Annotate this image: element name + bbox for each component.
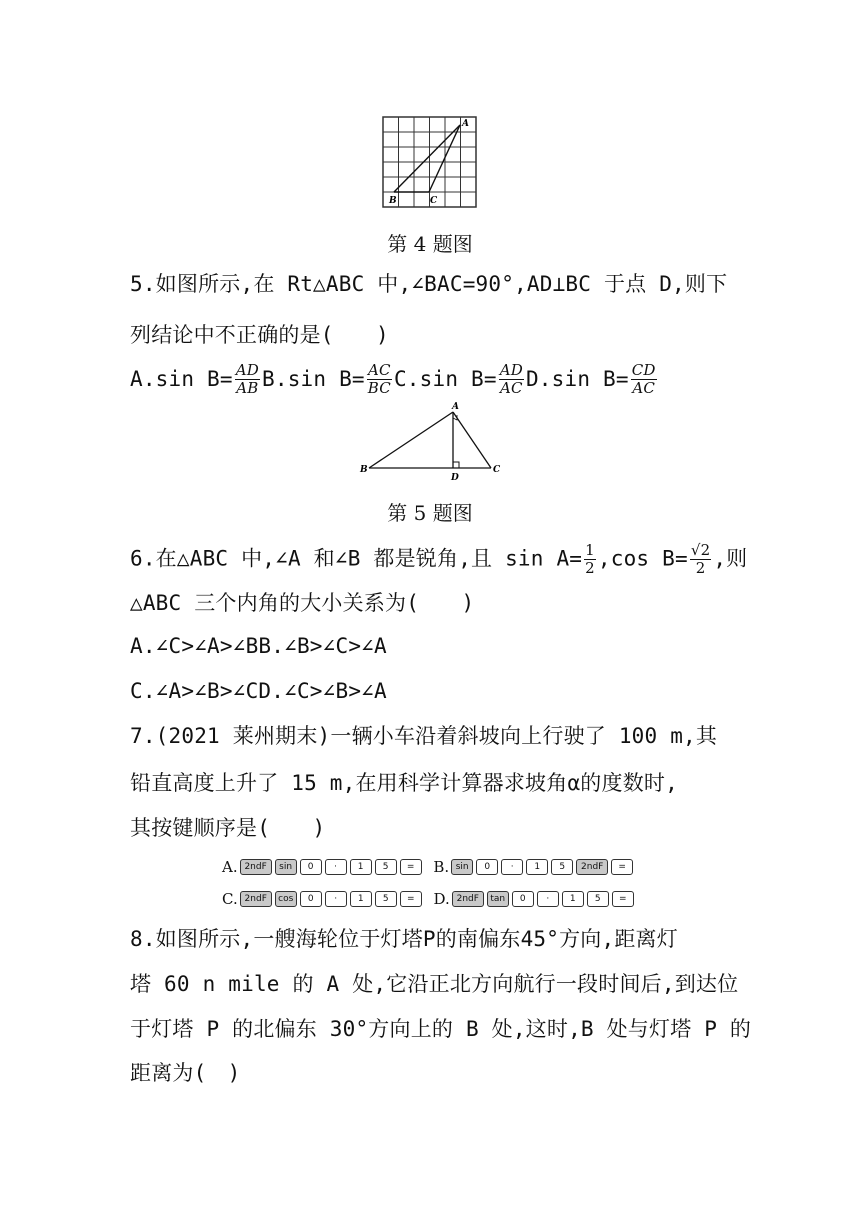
q5-line1: 5.如图所示,在 Rt△ABC 中,∠BAC=90°,AD⊥BC 于点 D,则下 <box>130 272 728 296</box>
key-0: 0 <box>476 859 498 875</box>
segment-ac <box>453 412 491 468</box>
key-equals: = <box>400 891 422 907</box>
label-a: A <box>462 119 469 129</box>
label-c: C <box>493 465 501 475</box>
figure-5-triangle <box>355 400 505 482</box>
label-c: C <box>430 196 438 206</box>
key-dot: · <box>325 891 347 907</box>
q5-option-a: A.sin B= $\frac{AD}{AB}$ <box>130 361 260 397</box>
q5-option-d: D.sin B= $\frac{CD}{AC}$ <box>525 361 656 397</box>
key-5: 5 <box>375 891 397 907</box>
key-0: 0 <box>300 859 322 875</box>
figure-5-caption: 第 5 题图 <box>387 501 473 525</box>
q7-line3: 其按键顺序是( ) <box>130 816 326 840</box>
key-equals: = <box>400 859 422 875</box>
q8-line2: 塔 60 n mile 的 A 处,它沿正北方向航行一段时间后,到达位 <box>130 972 739 996</box>
right-angle-mark-d <box>453 462 459 468</box>
key-2ndf: 2ndF <box>452 891 484 907</box>
key-tan: tan <box>487 891 509 907</box>
q7-option-c-keys: C. 2ndF cos 0 · 1 5 = <box>218 889 430 907</box>
key-dot: · <box>325 859 347 875</box>
figure-4-grid <box>380 115 480 210</box>
key-dot: · <box>501 859 523 875</box>
key-2ndf: 2ndF <box>240 859 272 875</box>
segment-ab <box>369 412 453 468</box>
q5-option-c: C.sin B= $\frac{AD}{AC}$ <box>393 361 523 397</box>
label-b: B <box>360 465 368 475</box>
key-2ndf: 2ndF <box>240 891 272 907</box>
key-1: 1 <box>526 859 548 875</box>
q7-option-d-keys: D. 2ndF tan 0 · 1 5 = <box>430 889 637 907</box>
key-dot: · <box>537 891 559 907</box>
q7-option-b-keys: B. sin 0 · 1 5 2ndF = <box>429 857 636 875</box>
q6-options-ab: A.∠C>∠A>∠BB.∠B>∠C>∠A <box>130 634 387 658</box>
label-a: A <box>452 402 459 412</box>
key-2ndf: 2ndF <box>576 859 608 875</box>
segment-ab <box>394 125 460 192</box>
q8-line4: 距离为( ) <box>130 1061 241 1085</box>
q7-keys-row-2 <box>218 889 637 908</box>
q7-option-a-keys: A. 2ndF sin 0 · 1 5 = <box>218 857 429 875</box>
key-sin: sin <box>275 859 297 875</box>
label-b: B <box>389 196 397 206</box>
key-1: 1 <box>350 891 372 907</box>
q5-options <box>130 362 659 397</box>
key-sin: sin <box>451 859 473 875</box>
q6-line1: 6.在△ABC 中,∠A 和∠B 都是锐角,且 sin A= $\frac{1}{2}$ ,cos B= $\frac{√2}{2}$ ,则 <box>130 541 748 577</box>
key-5: 5 <box>587 891 609 907</box>
q6-line2: △ABC 三个内角的大小关系为( ) <box>130 591 475 615</box>
key-5: 5 <box>375 859 397 875</box>
key-5: 5 <box>551 859 573 875</box>
key-equals: = <box>612 891 634 907</box>
q7-line1: 7.(2021 莱州期末)一辆小车沿着斜坡向上行驶了 100 m,其 <box>130 724 718 748</box>
key-0: 0 <box>512 891 534 907</box>
q5-line2: 列结论中不正确的是( ) <box>130 323 389 347</box>
q8-line1: 8.如图所示,一艘海轮位于灯塔P的南偏东45°方向,距离灯 <box>130 927 678 951</box>
key-equals: = <box>611 859 633 875</box>
figure-4-caption: 第 4 题图 <box>387 232 473 256</box>
q7-line2: 铅直高度上升了 15 m,在用科学计算器求坡角α的度数时, <box>130 771 678 795</box>
key-1: 1 <box>350 859 372 875</box>
key-1: 1 <box>562 891 584 907</box>
q6-options-cd: C.∠A>∠B>∠CD.∠C>∠B>∠A <box>130 679 387 703</box>
q5-option-b: B.sin B= $\frac{AC}{BC}$ <box>262 361 391 397</box>
q8-line3: 于灯塔 P 的北偏东 30°方向上的 B 处,这时,B 处与灯塔 P 的 <box>130 1017 752 1041</box>
key-0: 0 <box>300 891 322 907</box>
label-d: D <box>451 473 459 482</box>
q7-keys-row-1 <box>218 857 636 876</box>
key-cos: cos <box>275 891 297 907</box>
